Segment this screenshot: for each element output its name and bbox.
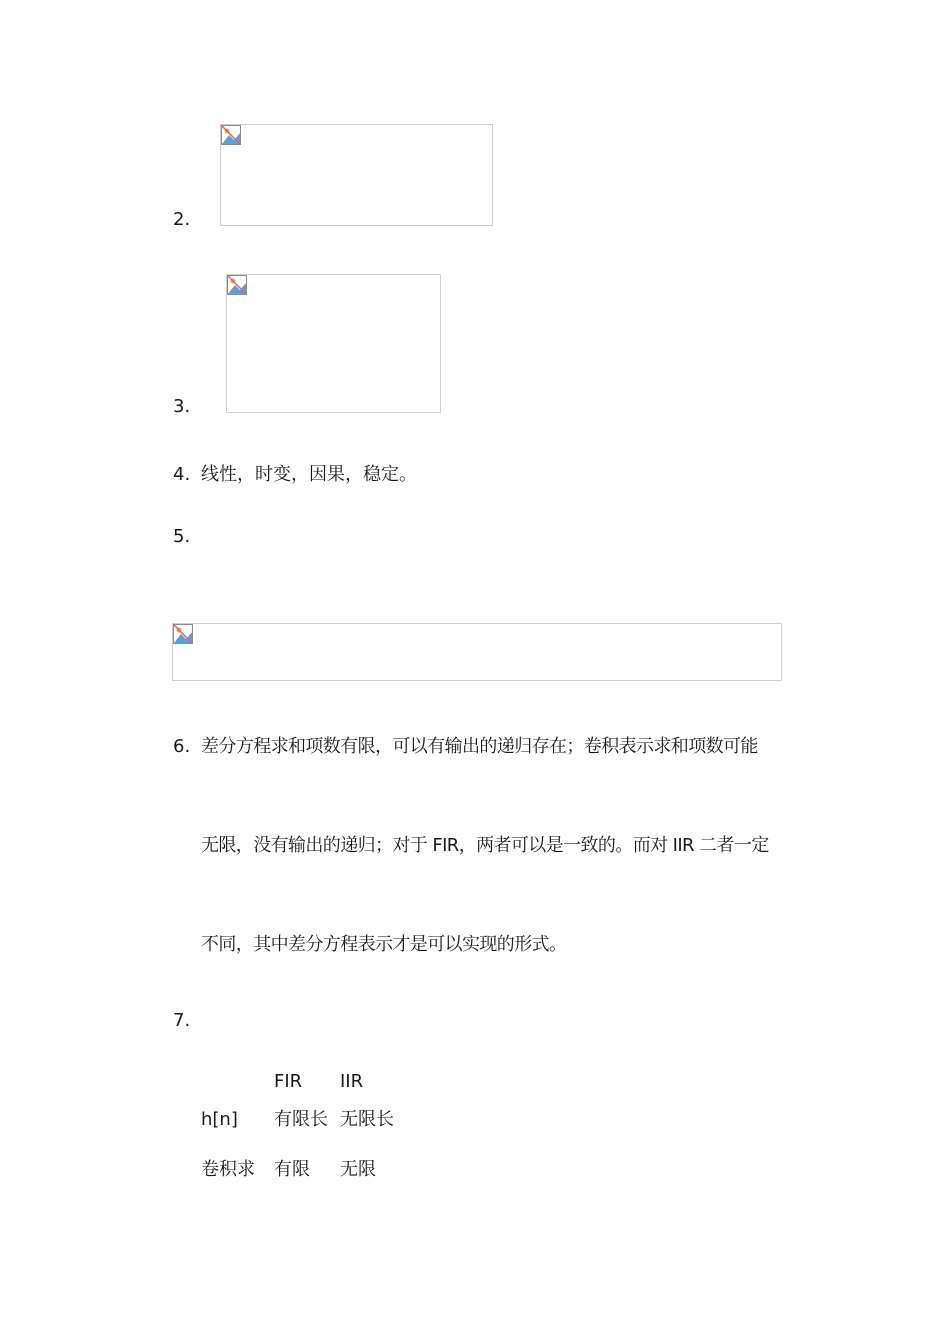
- item-6-line-2: 无限，没有输出的递归；对于 FIR，两者可以是一致的。而对 IIR 二者一定: [201, 835, 769, 856]
- item-3-image-placeholder: [226, 274, 441, 413]
- table-header-cell: FIR: [274, 1071, 303, 1092]
- item-6-line-1: 差分方程求和项数有限，可以有输出的递归存在；卷积表示求和项数可能: [201, 736, 758, 757]
- table-row-label: h[n]: [201, 1109, 238, 1130]
- item-4-number: 4.: [173, 464, 191, 485]
- table-row-label: 卷积求: [201, 1159, 255, 1180]
- item-7-number: 7.: [173, 1010, 191, 1031]
- broken-image-icon: [173, 624, 193, 644]
- broken-image-icon: [221, 125, 241, 145]
- item-6-number: 6.: [173, 736, 191, 757]
- item-2-number: 2.: [173, 209, 191, 230]
- table-cell: 无限长: [340, 1109, 394, 1130]
- table-cell: 有限: [274, 1159, 310, 1180]
- table-cell: 有限长: [274, 1109, 328, 1130]
- item-6-line-3: 不同，其中差分方程表示才是可以实现的形式。: [201, 934, 567, 955]
- item-2-image-placeholder: [220, 124, 493, 226]
- item-5-number: 5.: [173, 526, 191, 547]
- item-3-number: 3.: [173, 396, 191, 417]
- table-header-cell: IIR: [340, 1071, 364, 1092]
- item-4-text: 线性，时变，因果，稳定。: [201, 464, 417, 485]
- table-cell: 无限: [340, 1159, 376, 1180]
- item-5-image-placeholder: [172, 623, 782, 681]
- broken-image-icon: [227, 275, 247, 295]
